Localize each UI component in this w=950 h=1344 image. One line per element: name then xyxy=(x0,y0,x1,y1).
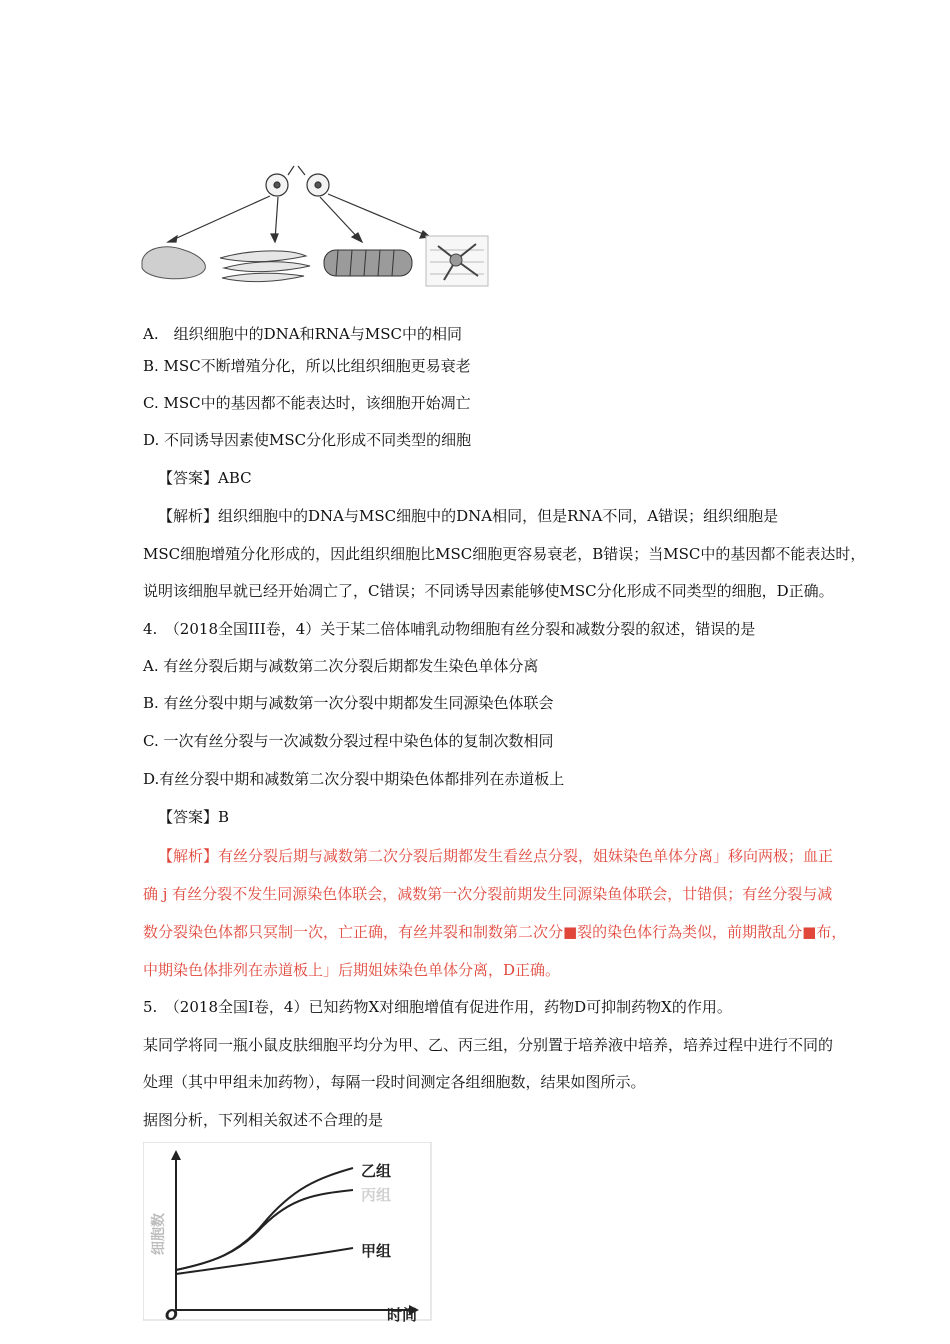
tissue-cell-4 xyxy=(426,236,488,286)
q3-analysis-line-1: 【解析】组织细胞中的DNA与MSC细胞中的DNA相同，但是RNA不同，A错误；组织细胞是 xyxy=(158,507,779,525)
q3-option-a: A. 组织细胞中的DNA和RNA与MSC中的相同 xyxy=(143,325,462,343)
q4-analysis-line-3: 数分裂染色体都只冥制一次，亡正确，有丝丼裂和制数第二次分■裂的染色体行為类似，前期散乱分■布， xyxy=(143,923,847,941)
x-axis-label: 时间 xyxy=(387,1306,418,1322)
q4-analysis-line-4: 中期染色体排列在赤道板上」后期姐妹染色单体分离，D正确。 xyxy=(143,961,561,979)
q4-option-c: C. 一次有丝分裂与一次减数分裂过程中染色体的复制次数相同 xyxy=(143,732,554,750)
q3-answer: 【答案】ABC xyxy=(158,469,252,487)
q3-option-c: C. MSC中的基因都不能表达时，该细胞开始凋亡 xyxy=(143,394,471,412)
q3-analysis-line-3: 说明该细胞早就已经开始凋亡了，C错误；不同诱导因素能够使MSC分化形成不同类型的细胞，D正确。 xyxy=(143,582,834,600)
q3-analysis-line-2: MSC细胞增殖分化形成的，因此组织细胞比MSC细胞更容易衰老，B错误；当MSC中的基因都不能表达时， xyxy=(143,545,866,563)
series-label-bing: 丙组 xyxy=(361,1186,392,1204)
q5-stem-line-3: 处理（其中甲组未加药物），每隔一段时间测定各组细胞数，结果如图所示。 xyxy=(143,1073,646,1091)
growth-curve-chart xyxy=(143,1142,433,1322)
series-label-jia: 甲组 xyxy=(361,1242,392,1260)
origin-label: O xyxy=(165,1306,178,1322)
q4-analysis-line-1: 【解析】有丝分裂后期与减数第二次分裂后期都发生看丝点分裂，姐妹染色单体分离」移向两极；血正 xyxy=(158,847,834,865)
tissue-cell-2 xyxy=(220,251,310,282)
q4-answer: 【答案】B xyxy=(158,808,230,826)
q5-stem-line-2: 某同学将同一瓶小鼠皮肤细胞平均分为甲、乙、丙三组，分别置于培养液中培养，培养过程中进行不同的 xyxy=(143,1036,834,1054)
q3-option-b: B. MSC不断增殖分化，所以比组织细胞更易衰老 xyxy=(143,357,471,375)
q5-stem-line-1: 5. （2018全国I卷，4）已知药物X对细胞增值有促进作用，药物D可抑制药物X的作用。 xyxy=(143,998,732,1016)
series-label-yi: 乙组 xyxy=(361,1162,392,1180)
tissue-cell-3 xyxy=(324,250,412,276)
msc-differentiation-figure xyxy=(138,158,498,293)
q3-option-d: D. 不同诱导因素使MSC分化形成不同类型的细胞 xyxy=(143,431,472,449)
q4-option-a: A. 有丝分裂后期与减数第二次分裂后期都发生染色单体分离 xyxy=(143,657,539,675)
q4-option-d: D.有丝分裂中期和减数第二次分裂中期染色体都排列在赤道板上 xyxy=(143,770,565,788)
q5-stem-line-4: 据图分析，下列相关叙述不合理的是 xyxy=(143,1111,384,1129)
q4-analysis-line-2: 确 j 有丝分裂不发生同源染色体联会，减数第一次分裂前期发生同源染鱼体联会，廿错倶；有丝分裂与减 xyxy=(143,885,833,903)
y-axis-label: 细胞数 xyxy=(151,1213,167,1255)
q4-option-b: B. 有丝分裂中期与减数第一次分裂中期都发生同源染色体联会 xyxy=(143,694,554,712)
tissue-cell-1 xyxy=(142,247,205,279)
q4-stem: 4. （2018全国III卷，4）关于某二倍体哺乳动物细胞有丝分裂和减数分裂的叙述，错误的是 xyxy=(143,620,756,638)
